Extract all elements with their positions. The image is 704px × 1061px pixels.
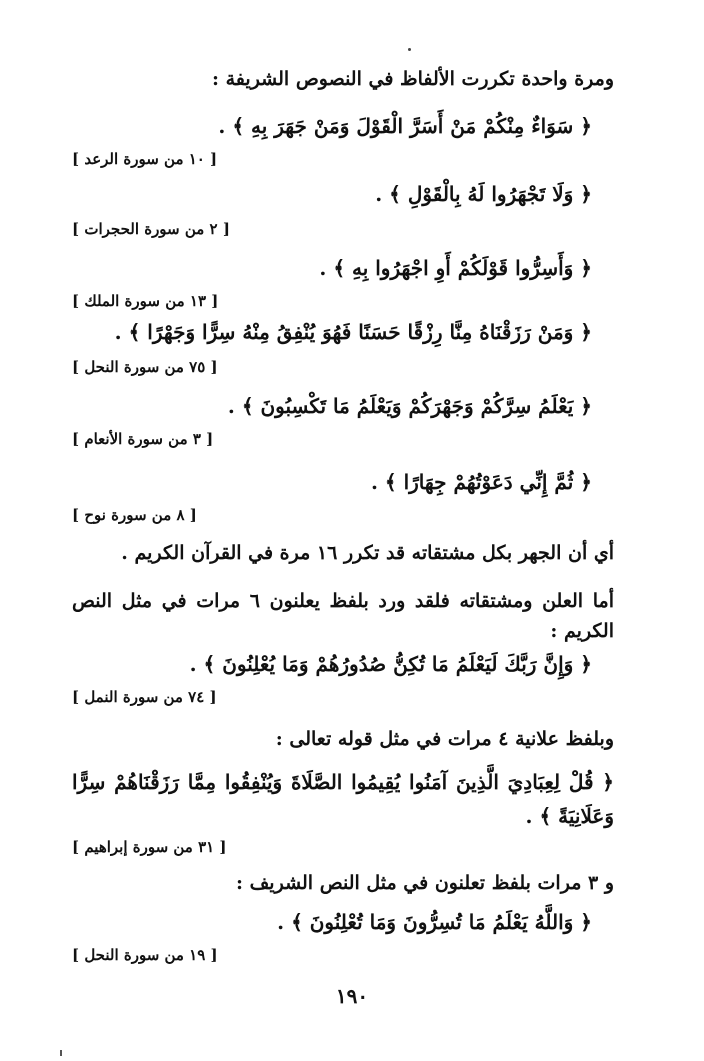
- reference-nuh-8: [ ٨ من سورة نوح ]: [72, 506, 197, 524]
- verse-mulk-13: ﴿ وَأَسِرُّوا قَوْلَكُمْ أَوِ اجْهَرُوا بِهِ ﴾ .: [319, 256, 592, 280]
- top-ink-mark: [408, 48, 411, 51]
- intro-line: ومرة واحدة تكررت الألفاظ في النصوص الشريفة :: [211, 68, 614, 90]
- corner-ink-mark: [60, 1050, 62, 1056]
- verse-raad-10: ﴿ سَوَاءٌ مِنْكُمْ مَنْ أَسَرَّ الْقَوْلَ وَمَنْ جَهَرَ بِهِ ﴾ .: [218, 114, 592, 138]
- reference-hujurat-2: [ ٢ من سورة الحجرات ]: [72, 220, 230, 238]
- verse-ibrahim-31-line-2: وَعَلَانِيَةً ﴾ .: [525, 804, 614, 828]
- reference-ibrahim-31: [ ٣١ من سورة إبراهيم ]: [72, 838, 227, 856]
- page-number: ١٩٠: [335, 984, 369, 1008]
- paragraph-jahr-count: أي أن الجهر بكل مشتقاته قد تكرر ١٦ مرة في القرآن الكريم .: [121, 542, 614, 564]
- verse-anam-3: ﴿ يَعْلَمُ سِرَّكُمْ وَجَهْرَكُمْ وَيَعْلَمُ مَا تَكْسِبُونَ ﴾ .: [227, 394, 592, 418]
- reference-mulk-13: [ ١٣ من سورة الملك ]: [72, 292, 219, 310]
- reference-nahl-19: [ ١٩ من سورة النحل ]: [72, 946, 218, 964]
- reference-nahl-75: [ ٧٥ من سورة النحل ]: [72, 358, 218, 376]
- verse-nuh-8: ﴿ ثُمَّ إِنِّي دَعَوْتُهُمْ جِهَارًا ﴾ .: [370, 470, 592, 494]
- paragraph-alaniya-count: وبلفظ علانية ٤ مرات في مثل قوله تعالى :: [275, 728, 614, 750]
- verse-nahl-75: ﴿ وَمَنْ رَزَقْنَاهُ مِنَّا رِزْقًا حَسَنًا فَهُوَ يُنْفِقُ مِنْهُ سِرًّا وَجَهْرًا ﴾ .: [114, 320, 592, 344]
- reference-anam-3: [ ٣ من سورة الأنعام ]: [72, 430, 214, 448]
- paragraph-alan-line-2: الكريم :: [550, 620, 614, 642]
- verse-ibrahim-31-line-1: ﴿ قُلْ لِعِبَادِيَ الَّذِينَ آمَنُوا يُقِيمُوا الصَّلَاةَ وَيُنْفِقُوا مِمَّا رَزَقْنَاهُمْ سِرًّا: [72, 770, 614, 794]
- paragraph-alan-line-1: أما العلن ومشتقاته فلقد ورد بلفظ يعلنون ٦ مرات في مثل النص: [72, 590, 614, 612]
- reference-raad-10: [ ١٠ من سورة الرعد ]: [72, 150, 218, 168]
- verse-hujurat-2: ﴿ وَلَا تَجْهَرُوا لَهُ بِالْقَوْلِ ﴾ .: [375, 182, 592, 206]
- verse-nahl-19: ﴿ وَاللَّهُ يَعْلَمُ مَا تُسِرُّونَ وَمَا تُعْلِنُونَ ﴾ .: [277, 910, 592, 934]
- reference-naml-74: [ ٧٤ من سورة النمل ]: [72, 688, 217, 706]
- verse-naml-74: ﴿ وَإِنَّ رَبَّكَ لَيَعْلَمُ مَا تُكِنُّ صُدُورُهُمْ وَمَا يُعْلِنُونَ ﴾ .: [189, 652, 592, 676]
- paragraph-tulinun-count: و ٣ مرات بلفظ تعلنون في مثل النص الشريف :: [236, 872, 614, 894]
